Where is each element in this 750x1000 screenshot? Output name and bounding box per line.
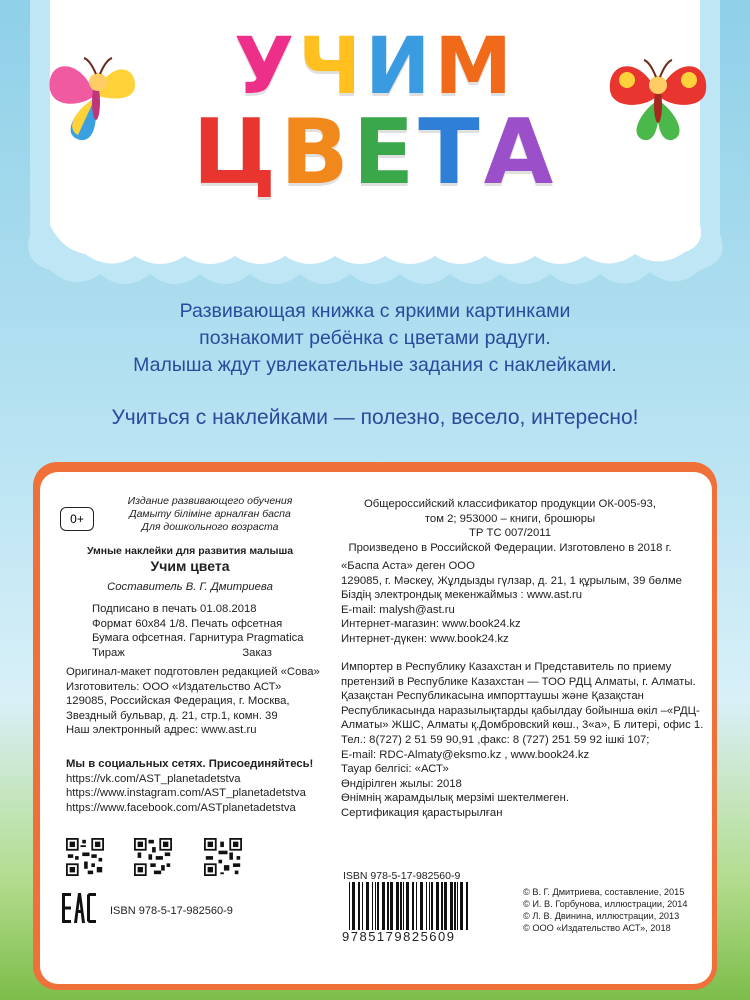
social-heading: Мы в социальных сетях. Присоединяйтесь!	[66, 758, 314, 770]
butterfly-left-icon	[40, 40, 150, 150]
description-line: познакомит ребёнка с цветами радуги.	[199, 327, 551, 349]
importer-line: Тауар белгісі: «АСТ»	[341, 763, 449, 776]
barcode-bar	[429, 882, 430, 930]
qr-code-vk-icon[interactable]	[66, 838, 104, 876]
barcode-bar	[454, 882, 456, 930]
social-link-vk[interactable]: https://vk.com/AST_planetadetstva	[66, 772, 241, 785]
importer-line: Өндірілген жылы: 2018	[341, 777, 462, 790]
importer-line: Сертификация қарастырылған	[341, 806, 503, 819]
order: Заказ	[242, 646, 272, 659]
barcode-bar	[372, 882, 373, 930]
barcode-bar	[457, 882, 458, 930]
print-line: Бумага офсетная. Гарнитура Pragmatica	[92, 632, 304, 645]
title-letter: В	[280, 100, 353, 205]
barcode-bar	[436, 882, 439, 930]
barcode-bar	[390, 882, 393, 930]
edition-line: Для дошкольного возраста	[141, 521, 279, 533]
title-letter: Е	[352, 100, 419, 205]
importer-line: Тел.: 8(727) 2 51 59 90,91 ,факс: 8 (727) 251 59 92 ішкі 107;	[341, 733, 650, 746]
title-letter: М	[434, 22, 517, 112]
barcode-bar	[349, 882, 350, 930]
edition-line: Издание развивающего обучения	[127, 495, 293, 507]
print-line: Подписано в печать 01.08.2018	[92, 603, 257, 615]
edition-line: Дамыту біліміне арналған баспа	[129, 508, 291, 520]
importer-line: Қазақстан Республикасына импорттаушы және Қазақстан	[341, 690, 644, 703]
title-letter: Ц	[192, 100, 281, 205]
barcode-bar	[444, 882, 447, 930]
classifier-info	[330, 497, 690, 555]
print-line	[92, 646, 272, 661]
producer-line: Оригинал-макет подготовлен редакцией «Сова»	[66, 666, 320, 678]
producer-line: 129085, Российская Федерация, г. Москва,	[66, 695, 290, 708]
barcode-digits: 9785179825609	[342, 929, 456, 944]
classifier-line: том 2; 953000 – книги, брошюры	[424, 512, 596, 525]
classifier-line: ТР ТС 007/2011	[468, 527, 552, 540]
isbn-barcode-label: ISBN 978-5-17-982560-9	[343, 870, 461, 882]
barcode-bar	[406, 882, 409, 930]
publisher-kz-info	[341, 559, 682, 647]
print-run: Тираж	[92, 646, 125, 659]
barcode-bar	[426, 882, 427, 930]
importer-line: Өнімнің жарамдылық мерзімі шектелмеген.	[341, 792, 569, 805]
publisher-line: Интернет-магазин: www.book24.kz	[341, 618, 521, 631]
copyright-notices	[523, 886, 688, 934]
barcode-bar	[400, 882, 402, 930]
butterfly-right-icon	[602, 50, 714, 150]
classifier-line: Произведено в Российской Федерации. Изготовлено в 2018 г.	[348, 541, 672, 554]
title-letter: Т	[418, 100, 484, 205]
barcode-bar	[396, 882, 399, 930]
publisher-line: «Баспа Аста» деген ООО	[341, 560, 475, 572]
eac-mark-icon	[62, 893, 96, 923]
barcode-icon	[345, 882, 505, 930]
barcode-bar	[362, 882, 363, 930]
barcode-bar	[387, 882, 389, 930]
publisher-line: Интернет-дүкен: www.book24.kz	[341, 632, 509, 645]
social-links	[66, 757, 313, 815]
importer-info	[341, 660, 703, 821]
barcode-bar	[382, 882, 385, 930]
publisher-line: Біздің электрондық мекенжаймыз : www.ast.ru	[341, 589, 583, 602]
importer-line: E-mail: RDC-Almaty@eksmo.kz , www.book24.kz	[341, 748, 590, 761]
importer-line: Импортер в Республику Казахстан и Представитель по приему	[341, 661, 672, 673]
barcode-bar	[358, 882, 360, 930]
barcode-bar	[375, 882, 376, 930]
isbn-left: ISBN 978-5-17-982560-9	[110, 905, 233, 917]
copyright-line: © ООО «Издательство АСТ», 2018	[523, 923, 671, 933]
barcode-bar	[466, 882, 468, 930]
social-link-instagram[interactable]: https://www.instagram.com/AST_planetadetstva	[66, 787, 306, 800]
producer-line: Наш электронный адрес: www.ast.ru	[66, 724, 257, 737]
barcode-bar	[366, 882, 369, 930]
print-line: Формат 60x84 1/8. Печать офсетная	[92, 617, 283, 630]
social-link-facebook[interactable]: https://www.facebook.com/ASTplanetadetstva	[66, 801, 296, 814]
age-rating-badge: 0+	[60, 507, 94, 531]
description-line: Малыша ждут увлекательные задания с наклейками.	[133, 354, 617, 376]
barcode-bar	[431, 882, 433, 930]
barcode-bar	[352, 882, 355, 930]
title-letter: И	[365, 22, 435, 112]
copyright-line: © И. В. Горбунова, иллюстрации, 2014	[523, 899, 688, 909]
title-letter: У	[233, 22, 299, 112]
edition-type	[100, 495, 320, 534]
barcode-bar	[377, 882, 379, 930]
copyright-line: © В. Г. Дмитриева, составление, 2015	[523, 887, 685, 897]
qr-code-facebook-icon[interactable]	[204, 838, 242, 876]
copyright-line: © Л. В. Двинина, иллюстрации, 2013	[523, 911, 680, 921]
book-title: Учим цвета	[150, 558, 230, 574]
importer-line: претензий в Республике Казахстан — ТОО РДЦ Алматы, г. Алматы.	[341, 675, 696, 688]
publisher-line: 129085, г. Мәскеу, Жұлдызды гүлзар, д. 21, 1 құрылым, 39 бөлме	[341, 574, 682, 587]
title-letter: Ч	[298, 22, 366, 112]
publisher-line: E-mail: malysh@ast.ru	[341, 603, 455, 616]
print-details	[92, 602, 302, 660]
title-letter: А	[483, 100, 558, 205]
compiler: Составитель В. Г. Дмитриева	[107, 581, 273, 593]
barcode-bar	[412, 882, 414, 930]
description-line: Развивающая книжка с яркими картинками	[179, 300, 571, 322]
slogan: Учиться с наклейками — полезно, весело, интересно!	[111, 406, 639, 429]
importer-line: Алматы» ЖШС, Алматы қ.Домбровский көш., 3«а», Б литері, офис 1.	[341, 719, 704, 732]
classifier-line: Общероссийский классификатор продукции ОК-005-93,	[364, 498, 656, 510]
barcode-bar	[441, 882, 443, 930]
barcode-bar	[460, 882, 463, 930]
producer-info	[66, 665, 320, 738]
barcode-bar	[450, 882, 453, 930]
series-name: Умные наклейки для развития малыша	[86, 545, 294, 557]
producer-line: Изготовитель: ООО «Издательство АСТ»	[66, 680, 282, 693]
book-description	[0, 298, 750, 379]
qr-code-instagram-icon[interactable]	[134, 838, 172, 876]
barcode-bar	[416, 882, 417, 930]
producer-line: Звездный бульвар, д. 21, стр.1, комн. 39	[66, 709, 278, 722]
importer-line: Республикасында наразылықтарды қабылдау бойынша өкіл –«РДЦ-	[341, 704, 700, 717]
barcode-bar	[420, 882, 423, 930]
barcode-bar	[403, 882, 404, 930]
